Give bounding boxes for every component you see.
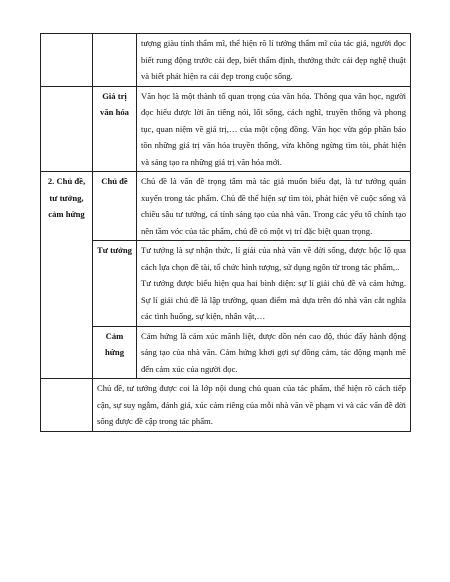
table-row [41,172,411,241]
theme-text: Chủ đề là vấn đề trọng tâm mà tác giả muốn biểu đạt, là tư tưởng quán xuyến trong tác phẩm. Chủ đề thể hiện sự tìm tòi, phát hiện về cuộc sống và chiều sâu tư tưởng, cá tính sáng tạo của nhà văn. Trong các yếu tố chính tạo nên tầm vóc của tác phẩm, chủ đề có một vị trí đặc biệt quan trọng. [137,172,411,241]
section-heading-theme: 2. Chủ đề, tư tưởng, cảm hứng [41,172,93,379]
inspiration-text: Cảm hứng là cảm xúc mãnh liệt, được dồn nén cao độ, thúc đẩy hành động sáng tạo của nhà văn. Cảm hứng khơi gợi sự đồng cảm, tác động mạnh mẽ đến cảm xúc của người đọc. [137,326,411,379]
table-row [41,241,411,327]
cultural-value-text: Văn học là một thành tố quan trọng của văn hóa. Thông qua văn học, người đọc hiểu được lời ăn tiếng nói, lối sống, cách nghĩ, truyền thống và phong tục, quan niệm về giá trị,… của một cộng đồng. Văn học vừa góp phần bảo tồn những giá trị văn hóa truyền thống, vừa không ngừng tìm tòi, phát hiện và sáng tạo ra những giá trị văn hóa mới. [137,86,411,172]
table-row [41,326,411,379]
section-cell-empty [41,379,93,432]
table-row [41,379,411,432]
aesthetic-value-text: tượng giàu tính thẩm mĩ, thể hiện rõ lí tưởng thẩm mĩ của tác giả, người đọc biết rung động trước cái đẹp, biết thẩm định, thưởng thức cái đẹp nghệ thuật và biết phát hiện ra cái đẹp trong cuộc sống. [137,34,411,87]
label-cell-empty [93,34,137,87]
label-cultural-value: Giá trị văn hóa [93,86,137,172]
ideology-text-1: Tư tưởng là sự nhận thức, lí giải của nhà văn về đời sống, được bộc lộ qua cách lựa chọn đề tài, tổ chức hình tượng, sử dụng ngôn từ trong tác phẩm,.. [141,245,406,272]
label-ideology: Tư tưởng [93,241,137,327]
label-inspiration: Cảm hứng [93,326,137,379]
ideology-text-2: Tư tưởng được biểu hiện qua hai bình diện: sự lí giải chủ đề và cảm hứng. Sự lí giải chủ đề là lập trường, quan điểm mà dựa trên đó nhà văn cắt nghĩa các tình huống, sự kiện, nhân vật,… [141,278,406,321]
ideology-cell [137,241,411,327]
table-row [41,86,411,172]
content-table [40,33,411,432]
section-cell-empty [41,86,93,172]
table-row [41,34,411,87]
section-cell-empty [41,34,93,87]
label-theme: Chủ đề [93,172,137,241]
summary-text: Chủ đề, tư tưởng được coi là lớp nội dung chủ quan của tác phẩm, thể hiện rõ cách tiếp cận, sự suy ngẫm, đánh giá, xúc cảm riêng của mỗi nhà văn về phạm vi và các vấn đề đời sống được đề cập trong tác phẩm. [93,379,411,432]
